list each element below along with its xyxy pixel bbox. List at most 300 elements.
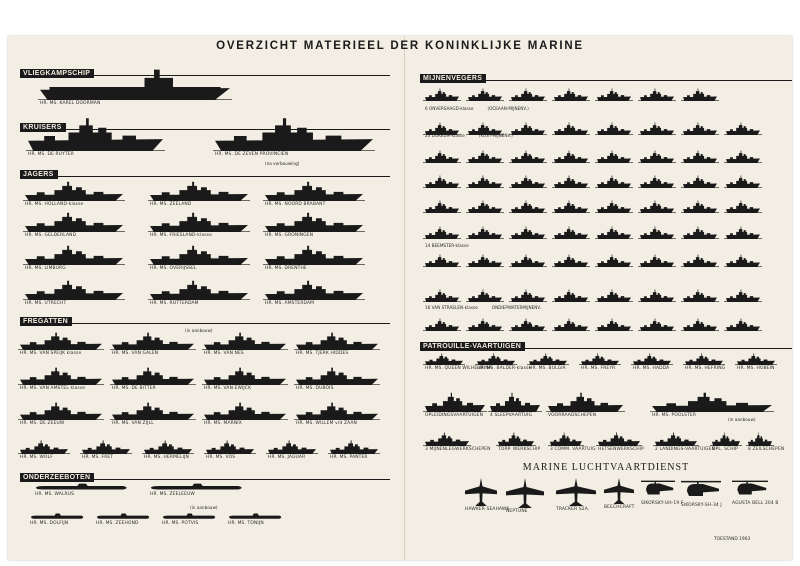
destroyer-item	[25, 280, 123, 306]
minesweeper-item	[597, 254, 631, 267]
minesweeper-item	[640, 200, 674, 213]
ship-silhouette	[425, 226, 459, 239]
minesweeper-item	[425, 289, 459, 302]
helicopter-silhouette	[681, 478, 721, 502]
ship-silhouette	[206, 440, 254, 454]
ship-silhouette	[228, 513, 284, 520]
vessel-label: HR. MS. WILLEM v/d ZAAN	[296, 421, 357, 426]
minesweeper-item	[554, 226, 588, 239]
destroyer-item	[265, 181, 363, 207]
minesweeper-item	[597, 200, 631, 213]
ship-silhouette	[204, 367, 286, 385]
minesweeper-item	[554, 318, 588, 331]
ship-silhouette	[683, 254, 717, 267]
minesweeper-item	[640, 122, 674, 135]
minesweeper-item	[511, 254, 545, 267]
minesweeper-item	[597, 122, 631, 135]
minesweeper-item	[726, 318, 760, 331]
support-vessel-item	[425, 432, 491, 452]
minesweeper-item	[640, 318, 674, 331]
ship-silhouette	[511, 150, 545, 163]
ship-silhouette	[468, 226, 502, 239]
vessel-label: HR. MS. DE ZEVEN PROVINCIEN	[215, 152, 289, 157]
minesweeper-item	[425, 226, 459, 239]
ship-silhouette	[20, 402, 102, 420]
annotation-note: (in aanbouw)	[728, 417, 756, 422]
poster-title: OVERZICHT MATERIEEL DER KONINKLIJKE MARINE	[216, 40, 584, 52]
ship-silhouette	[25, 280, 123, 300]
minesweeper-group-label	[425, 106, 529, 111]
submarine-item	[162, 513, 218, 526]
ship-silhouette	[597, 122, 631, 135]
minesweeper-item	[640, 175, 674, 188]
frigate-item	[204, 402, 286, 426]
minesweeper-item	[468, 254, 502, 267]
ship-silhouette	[554, 289, 588, 302]
destroyer-item	[25, 212, 123, 238]
minesweeper-item	[425, 200, 459, 213]
section-label: KRUISERS	[20, 123, 66, 132]
vessel-label: HR. MS. HOLLAND-klasse	[25, 202, 84, 207]
vessel-label: HR. MS. BULGIA	[529, 366, 566, 371]
minesweeper-item	[597, 150, 631, 163]
minesweeper-item	[683, 200, 717, 213]
group-count-label: 23 DOKKUM-klasse	[425, 133, 465, 138]
minesweeper-item	[554, 175, 588, 188]
section-rule	[20, 323, 390, 324]
vessel-label: HR. MS. JAGUAR	[268, 455, 306, 460]
aircraft-item	[732, 478, 778, 506]
ship-silhouette	[296, 367, 378, 385]
minesweeper-item	[726, 175, 760, 188]
vessel-label: HR. MS. DOLFIJN	[30, 521, 69, 526]
ship-silhouette	[640, 318, 674, 331]
destroyer-item	[265, 212, 363, 238]
vessel-label: HR. MS. PANTER	[330, 455, 368, 460]
ship-silhouette	[640, 175, 674, 188]
ship-silhouette	[112, 332, 194, 350]
minesweeper-item	[554, 200, 588, 213]
section-label: MIJNENVEGERS	[420, 74, 486, 83]
ship-silhouette	[511, 318, 545, 331]
frigate-item	[112, 332, 194, 356]
ship-silhouette	[640, 226, 674, 239]
minesweeper-item	[597, 88, 631, 101]
vessel-label: VOORRAADSCHEPEN	[548, 413, 597, 418]
group-type-note: ONDIEPWATERMIJNENV.	[491, 305, 542, 310]
vessel-label: HR. MS. DE RUYTER	[28, 152, 74, 157]
ship-silhouette	[150, 212, 248, 232]
ship-silhouette	[726, 254, 760, 267]
vessel-label: HR. MS. HADDA	[633, 366, 670, 371]
annotation-note: (in aanbouw)	[190, 505, 218, 510]
ship-silhouette	[737, 353, 775, 365]
ship-silhouette	[425, 432, 469, 446]
ship-silhouette	[162, 513, 218, 520]
vessel-label: HR. MS. GELDERLAND	[25, 233, 77, 238]
ship-silhouette	[511, 88, 545, 101]
group-type-note: (OCEAAN-MIJNENV.)	[487, 106, 529, 111]
ship-silhouette	[204, 402, 286, 420]
minesweeper-item	[640, 289, 674, 302]
ship-silhouette	[640, 150, 674, 163]
vessel-label: 3 COMM. VAARTUIG	[550, 447, 596, 452]
ship-silhouette	[425, 175, 459, 188]
vessel-label: HR. MS. FRET	[82, 455, 114, 460]
aircraft-item	[465, 478, 509, 512]
minesweeper-item	[425, 88, 459, 101]
vessel-label: HR. MS. WOLF	[20, 455, 53, 460]
vessel-label: HR. MS. DE ZEEUW	[20, 421, 65, 426]
minesweeper-item	[597, 175, 631, 188]
ship-silhouette	[112, 367, 194, 385]
vessel-label: 2 LANDINGS-VAARTUIGEN	[655, 447, 715, 452]
ship-silhouette	[554, 150, 588, 163]
ship-silhouette	[425, 392, 485, 412]
minesweeper-item	[425, 175, 459, 188]
ship-silhouette	[640, 254, 674, 267]
vessel-label: HR. MS. FREYR	[581, 366, 616, 371]
ship-silhouette	[726, 200, 760, 213]
destroyer-item	[150, 280, 248, 306]
minesweeper-item	[683, 88, 717, 101]
minesweeper-item	[726, 226, 760, 239]
vessel-label: HR. MS. VAN EWIJCK	[204, 386, 252, 391]
ship-silhouette	[683, 88, 717, 101]
destroyer-item	[150, 245, 248, 271]
minesweeper-item	[683, 318, 717, 331]
minesweeper-item	[468, 289, 502, 302]
vessel-label: BEECHCRAFT	[604, 505, 635, 510]
ship-silhouette	[511, 289, 545, 302]
vessel-label: HR. MS. GRONINGEN	[265, 233, 314, 238]
minesweeper-item	[468, 150, 502, 163]
ship-silhouette	[685, 353, 723, 365]
ship-silhouette	[96, 513, 152, 520]
vessel-label: HR. MS. POTVIS	[162, 521, 199, 526]
patrol-boat-item	[633, 353, 671, 371]
footer-status: TOESTAND 1963	[714, 537, 751, 542]
support-vessel-item	[425, 392, 485, 418]
ship-silhouette	[511, 200, 545, 213]
minesweeper-item	[683, 289, 717, 302]
minesweeper-item	[468, 88, 502, 101]
minesweeper-group-label	[425, 305, 541, 310]
aircraft-item	[556, 478, 596, 512]
ship-silhouette	[150, 483, 246, 491]
aircraft-item	[506, 478, 544, 514]
minesweeper-item	[683, 175, 717, 188]
ship-silhouette	[633, 353, 671, 365]
minesweeper-item	[425, 254, 459, 267]
vessel-label: HR. MS. TJERK HIDDES	[296, 351, 349, 356]
ship-silhouette	[204, 332, 286, 350]
ship-silhouette	[726, 318, 760, 331]
vessel-label: HR. MS. QUEEN WILHELMINA	[425, 366, 492, 371]
ship-silhouette	[554, 175, 588, 188]
submarine-item	[30, 513, 86, 526]
aircraft-item	[641, 478, 684, 506]
vessel-label: HR. MS. VOS	[206, 455, 236, 460]
frigate-item	[20, 367, 102, 391]
ship-silhouette	[726, 175, 760, 188]
annotation-note: (na verbouwing)	[265, 161, 300, 166]
minesweeper-item	[511, 122, 545, 135]
section-label: PATROUILLE-VAARTUIGEN	[420, 342, 525, 351]
vessel-label: HR. MS. AMSTERDAM	[265, 301, 315, 306]
frigate-item	[330, 440, 378, 460]
frigate-item	[206, 440, 254, 460]
minesweeper-item	[511, 200, 545, 213]
ship-silhouette	[640, 88, 674, 101]
section-label: JAGERS	[20, 170, 58, 179]
support-vessel-item	[490, 392, 540, 418]
ship-silhouette	[150, 280, 248, 300]
patrol-boat-item	[529, 353, 567, 371]
section-heading-jagers	[20, 171, 390, 178]
minesweeper-item	[425, 150, 459, 163]
ship-silhouette	[498, 432, 534, 446]
ship-silhouette	[683, 200, 717, 213]
ship-silhouette	[477, 353, 515, 365]
ship-silhouette	[640, 200, 674, 213]
vessel-label: 8 ZEILSCHEPEN	[748, 447, 785, 452]
minesweeper-item	[511, 226, 545, 239]
frigate-item	[112, 402, 194, 426]
ship-silhouette	[726, 150, 760, 163]
vessel-label: HR. MS. ROTTERDAM	[150, 301, 199, 306]
destroyer-item	[150, 212, 248, 238]
ship-silhouette	[640, 289, 674, 302]
vessel-label: TRACKER S2A.	[556, 507, 590, 512]
vessel-label: HAWKER SEAHAWK	[465, 507, 510, 512]
vessel-label: HR. MS. ZEEHOND	[96, 521, 139, 526]
minesweeper-item	[554, 254, 588, 267]
patrol-boat-item	[477, 353, 531, 371]
support-vessel-item	[498, 432, 540, 452]
ship-silhouette	[468, 289, 502, 302]
minesweeper-item	[640, 226, 674, 239]
section-label: ONDERZEEBOTEN	[20, 473, 94, 482]
ship-silhouette	[683, 150, 717, 163]
minesweeper-item	[640, 88, 674, 101]
ship-silhouette	[425, 150, 459, 163]
center-fold	[404, 36, 405, 560]
section-rule	[20, 176, 390, 177]
vessel-label: SIKORSKY-UH-19 F	[641, 501, 684, 506]
ship-silhouette	[425, 318, 459, 331]
minesweeper-item	[554, 289, 588, 302]
destroyer-item	[25, 245, 123, 271]
ship-silhouette	[529, 353, 567, 365]
ship-silhouette	[265, 212, 363, 232]
frigate-item	[20, 332, 102, 356]
ship-silhouette	[511, 175, 545, 188]
ship-silhouette	[554, 200, 588, 213]
minesweeper-item	[511, 175, 545, 188]
vessel-label: HR. MS. HERMELIJN	[144, 455, 189, 460]
minesweeper-item	[468, 318, 502, 331]
minesweeper-group-label	[425, 133, 513, 138]
minesweeper-group-label	[425, 243, 483, 248]
ship-silhouette	[296, 402, 378, 420]
vessel-label: HR. MS. KAREL DOORMAN	[40, 101, 101, 106]
ship-silhouette	[640, 122, 674, 135]
ship-silhouette	[726, 226, 760, 239]
minesweeper-item	[683, 122, 717, 135]
minesweeper-item	[726, 200, 760, 213]
minesweeper-item	[425, 318, 459, 331]
aircraft-item	[604, 478, 635, 510]
ship-silhouette	[597, 175, 631, 188]
frigate-item	[296, 332, 378, 356]
destroyer-item	[265, 245, 363, 271]
vessel-label: HR. MS. NOORD BRABANT	[265, 202, 326, 207]
vessel-label: SIKORSKY-SH-34 J	[681, 503, 722, 508]
frigate-item	[268, 440, 316, 460]
ship-silhouette	[20, 332, 102, 350]
section-heading-fregatten	[20, 318, 390, 325]
submarine-item	[96, 513, 152, 526]
destroyer-item	[265, 280, 363, 306]
frigate-item	[144, 440, 192, 460]
minesweeper-item	[511, 318, 545, 331]
minesweeper-item	[683, 254, 717, 267]
minesweeper-item	[511, 88, 545, 101]
vessel-label: HR. MS. VAN AMSTEL klasse	[20, 386, 86, 391]
minesweeper-item	[683, 150, 717, 163]
ship-silhouette	[20, 440, 68, 454]
helicopter-silhouette	[732, 478, 768, 500]
patrol-boat-item	[737, 353, 775, 371]
frigate-item	[20, 402, 102, 426]
support-vessel-item	[548, 392, 623, 418]
submarine-item	[150, 483, 246, 497]
vessel-label: HR. MS. DRENTHE	[265, 266, 307, 271]
helicopter-silhouette	[641, 478, 675, 500]
group-count-label: 14 BEEMSTER-klasse	[425, 243, 469, 248]
group-type-note: (KUST-MIJNENV.)	[478, 133, 513, 138]
ship-silhouette	[215, 117, 373, 151]
section-label: VLIEGKAMPSCHIP	[20, 69, 94, 78]
ship-silhouette	[683, 122, 717, 135]
ship-silhouette	[468, 318, 502, 331]
frigate-item	[296, 402, 378, 426]
vessel-label: HR. MS. UTRECHT	[25, 301, 67, 306]
vessel-label: HR. MS. DUBOIS	[296, 386, 334, 391]
ship-silhouette	[597, 318, 631, 331]
vessel-label: HR. MS. HEFRING	[685, 366, 726, 371]
vessel-label: HR. MS. VAN SPEIJK klasse	[20, 351, 82, 356]
support-vessel-item	[712, 432, 740, 452]
ship-silhouette	[598, 432, 640, 446]
ship-silhouette	[554, 254, 588, 267]
frigate-item	[112, 367, 194, 391]
ship-silhouette	[597, 150, 631, 163]
vessel-label: HR. MS. ZEELEEUW	[150, 492, 195, 497]
ship-silhouette	[425, 289, 459, 302]
ship-silhouette	[726, 122, 760, 135]
support-vessel-item	[748, 432, 784, 452]
minesweeper-item	[726, 122, 760, 135]
frigate-item	[82, 440, 130, 460]
minesweeper-item	[468, 226, 502, 239]
minesweeper-item	[597, 318, 631, 331]
aircraft-silhouette	[465, 478, 497, 506]
patrol-boat-item	[685, 353, 725, 371]
ship-silhouette	[726, 289, 760, 302]
minesweeper-item	[597, 226, 631, 239]
aircraft-silhouette	[604, 478, 634, 504]
ship-silhouette	[748, 432, 772, 446]
ship-silhouette	[554, 122, 588, 135]
minesweeper-item	[554, 122, 588, 135]
ship-silhouette	[30, 513, 86, 520]
minesweeper-item	[468, 200, 502, 213]
ship-silhouette	[468, 200, 502, 213]
ship-silhouette	[683, 318, 717, 331]
frigate-item	[204, 367, 286, 391]
ship-silhouette	[511, 226, 545, 239]
ship-silhouette	[581, 353, 619, 365]
ship-silhouette	[25, 212, 123, 232]
ship-silhouette	[268, 440, 316, 454]
vessel-label: 4 SLEEPVAARTUIG	[490, 413, 533, 418]
ship-silhouette	[20, 367, 102, 385]
ship-silhouette	[597, 254, 631, 267]
cruiser-item	[215, 117, 373, 157]
ship-silhouette	[554, 226, 588, 239]
ship-silhouette	[683, 289, 717, 302]
minesweeper-item	[726, 289, 760, 302]
ship-silhouette	[144, 440, 192, 454]
support-vessel-item	[550, 432, 596, 452]
ship-silhouette	[425, 353, 463, 365]
minesweeper-item	[640, 150, 674, 163]
ship-silhouette	[597, 88, 631, 101]
vessel-label: HR. MS. OVERIJSSEL	[150, 266, 197, 271]
air-service-heading: MARINE LUCHTVAARTDIENST	[522, 462, 690, 473]
vessel-label: NEPTUNE	[506, 509, 528, 514]
minesweeper-item	[726, 150, 760, 163]
frigate-item	[20, 440, 68, 460]
ship-silhouette	[25, 181, 123, 201]
minesweeper-item	[597, 289, 631, 302]
ship-silhouette	[150, 181, 248, 201]
support-vessel-item	[655, 432, 715, 452]
ship-silhouette	[683, 226, 717, 239]
vessel-label: OPLEIDINGSVAARTUIGEN	[425, 413, 484, 418]
vessel-label: HR. MS. HOBEIN	[737, 366, 775, 371]
vessel-label: HR. MS. POOLSTER	[652, 413, 697, 418]
ship-silhouette	[548, 392, 623, 412]
section-heading-mijnenvegers	[420, 75, 792, 82]
minesweeper-item	[683, 226, 717, 239]
vessel-label: AGUSTA BELL 204 B	[732, 501, 779, 506]
patrol-boat-item	[581, 353, 619, 371]
ship-silhouette	[25, 245, 123, 265]
ship-silhouette	[265, 245, 363, 265]
minesweeper-item	[554, 150, 588, 163]
ship-silhouette	[112, 402, 194, 420]
vessel-label: HR. MS. VAN ZIJLL	[112, 421, 154, 426]
destroyer-item	[25, 181, 123, 207]
ship-silhouette	[468, 150, 502, 163]
vessel-label: HR. MS. DE BITTER	[112, 386, 156, 391]
section-heading-patrouille	[420, 343, 792, 350]
aircraft-silhouette	[506, 478, 544, 508]
ship-silhouette	[511, 254, 545, 267]
